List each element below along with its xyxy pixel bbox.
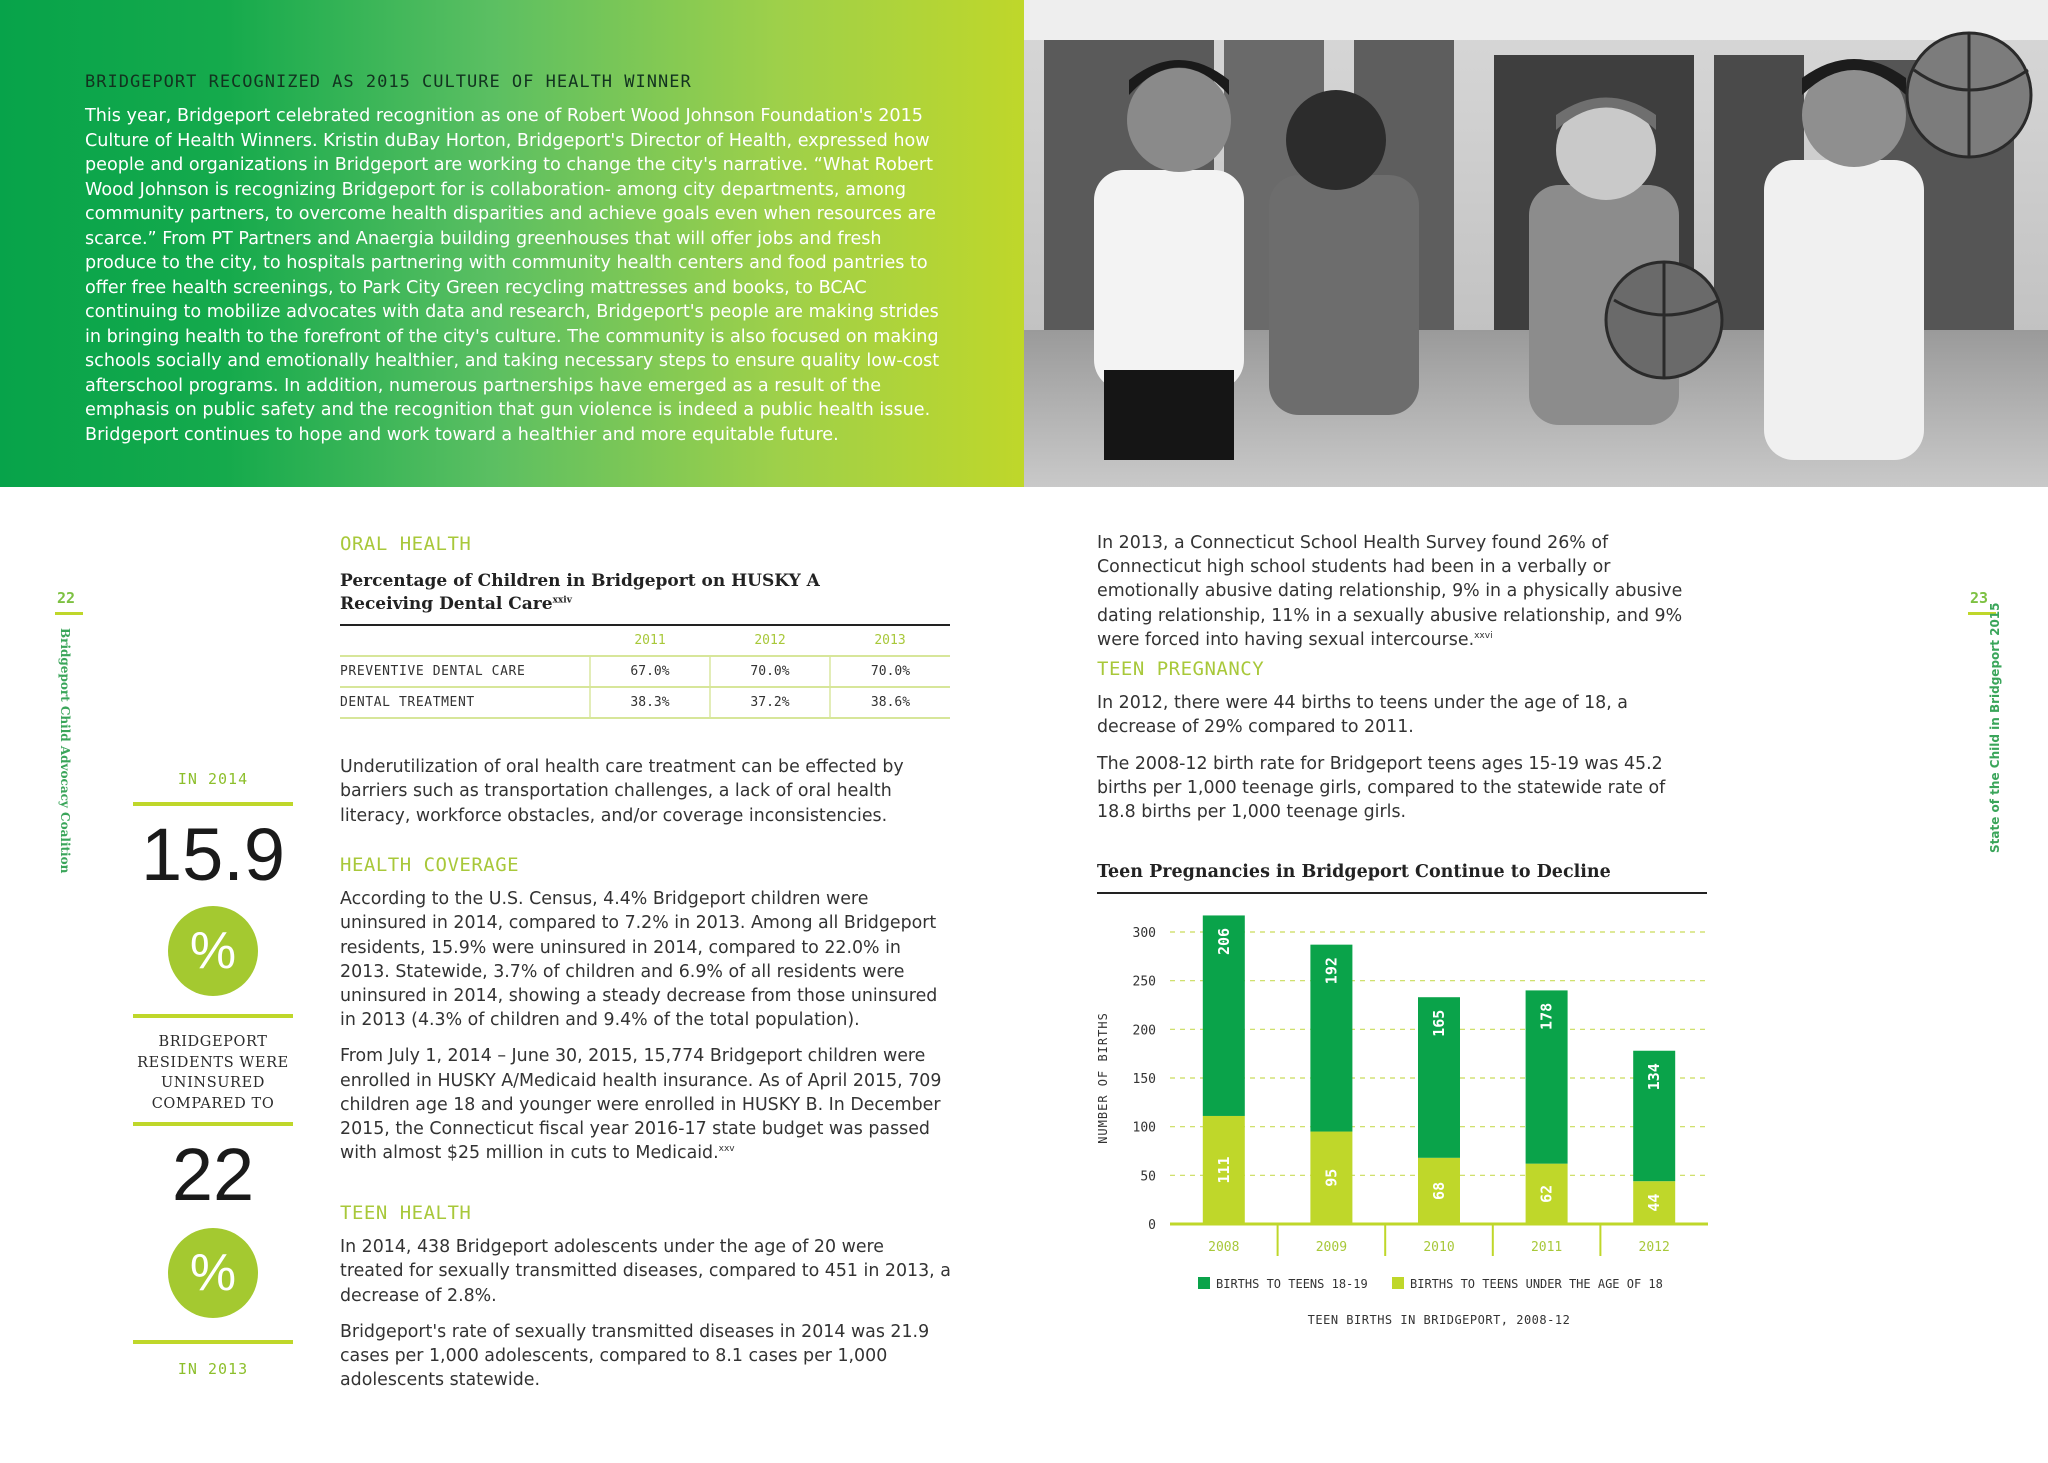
x-tick-label: 2010 — [1423, 1240, 1455, 1255]
photo-illustration — [1024, 0, 2048, 487]
footnote-ref: xxiv — [552, 595, 572, 606]
y-tick-label: 100 — [1132, 1120, 1156, 1136]
x-tick-label: 2012 — [1638, 1240, 1670, 1255]
oral-health-section — [340, 532, 952, 828]
dating-abuse-paragraph — [1097, 531, 1709, 652]
dental-table-title-text: Percentage of Children in Bridgeport on HUSKY A Receiving Dental Care — [340, 571, 820, 615]
health-coverage-paragraph-1: According to the U.S. Census, 4.4% Bridgeport children were uninsured in 2014, compared to 7.2% in 2013. Among all Bridgeport residents, 15.9% were uninsured in 2014, compared to 22.0% in 2013. Statewide, 3.7% of children and 6.9% of all residents were uninsured in 2014, showing a steady decrease from those uninsured in 2013 (4.3% of children and 9.4% of the total population). — [340, 889, 938, 1031]
table-cell: 37.2% — [710, 687, 830, 718]
table-header-cell: 2011 — [590, 626, 710, 656]
dating-abuse-section — [1097, 531, 1709, 652]
data-label-18-19: 206 — [1214, 927, 1233, 956]
kids-basketball-photo — [1024, 0, 2048, 487]
hero-body: This year, Bridgeport celebrated recognition as one of Robert Wood Johnson Foundation's 2015 Culture of Health Winners. Kristin duBay Horton, Bridgeport's Director of Health, expressed how people and organizations in Bridgeport are working to change the city's narrative. “What Robert Wood Johnson is recognizing Bridgeport for is collaboration- among city departments, among community partners, to overcome health disparities and achieve goals even when resources are scarce.” From PT Partners and Anaergia building greenhouses that will offer jobs and fresh produce to the city, to hospitals partnering with community health centers and food pantries to offer free health screenings, to Park City Green recycling mattresses and books, to BCAC continuing to mobilize advocates with data and research, Bridgeport's people are making strides in bringing health to the forefront of the city's culture. The community is also focused on making schools socially and emotionally healthier, and taking necessary steps to ensure quality low-cost afterschool programs. In addition, numerous partnerships have emerged as a result of the emphasis on public safety and the recognition that gun violence is indeed a public health issue. Bridgeport continues to hope and work toward a healthier and more equitable future. — [85, 106, 940, 445]
data-label-under-18: 68 — [1430, 1181, 1448, 1200]
x-tick-label: 2008 — [1208, 1240, 1240, 1255]
y-axis-label: NUMBER OF BIRTHS — [1096, 1012, 1110, 1144]
legend-swatch-under-18 — [1392, 1277, 1404, 1289]
side-label-left: Bridgeport Child Advocacy Coalition — [58, 628, 72, 874]
health-coverage-heading: HEALTH COVERAGE — [340, 854, 520, 876]
dating-abuse-paragraph-text: In 2013, a Connecticut School Health Survey found 26% of Connecticut high school students had been in a verbally or emotionally abusive dating relationship, 9% in a physically abusive dating relationship, 11% in a sexually abusive relationship, and 9% were forced into having sexual intercourse. — [1097, 533, 1683, 650]
data-label-18-19: 178 — [1537, 1002, 1556, 1030]
dental-table-title — [340, 570, 840, 616]
stat-number-2013: 22 — [171, 1133, 255, 1216]
teen-pregnancy-section — [1097, 657, 1709, 824]
legend-swatch-18-19 — [1198, 1277, 1210, 1289]
y-tick-label: 200 — [1132, 1023, 1156, 1039]
hero-panel — [0, 0, 1024, 487]
table-cell: 38.6% — [830, 687, 950, 718]
table-cell: 70.0% — [830, 656, 950, 687]
y-tick-label: 50 — [1140, 1169, 1156, 1185]
data-label-under-18: 44 — [1645, 1193, 1664, 1212]
hero-title: BRIDGEPORT RECOGNIZED AS 2015 CULTURE OF HEALTH WINNER — [85, 72, 692, 92]
table-cell: 38.3% — [590, 687, 710, 718]
teen-births-chart — [1090, 900, 1720, 1340]
page-number-right: 23 — [1970, 589, 1989, 607]
teen-pregnancy-chart-header — [1097, 862, 1707, 894]
stat-rule — [133, 1340, 293, 1344]
data-label-18-19: 165 — [1430, 1009, 1448, 1037]
row-label: PREVENTIVE DENTAL CARE — [340, 656, 590, 687]
table-row — [340, 687, 950, 718]
teen-health-paragraph-2: Bridgeport's rate of sexually transmitted diseases in 2014 was 21.9 cases per 1,000 adolescents, compared to 8.1 cases per 1,000 adolescents statewide. — [340, 1321, 930, 1391]
y-tick-label: 0 — [1148, 1218, 1156, 1233]
chart-title: Teen Pregnancies in Bridgeport Continue to Decline — [1097, 862, 1611, 882]
side-label-right: State of the Child in Bridgeport 2015 — [1988, 602, 2002, 853]
table-header-cell: 2013 — [830, 626, 950, 656]
page-number-rule-left — [55, 612, 83, 615]
y-tick-label: 250 — [1132, 974, 1156, 990]
y-tick-label: 150 — [1132, 1072, 1156, 1087]
oral-health-paragraph: Underutilization of oral health care treatment can be effected by barriers such as transportation challenges, a lack of oral health literacy, workforce obstacles, and/or coverage inconsistencies. — [340, 757, 904, 826]
table-header-blank — [340, 626, 590, 656]
table-cell: 67.0% — [590, 656, 710, 687]
stat-caption-bottom: IN 2013 — [177, 1360, 249, 1378]
teen-pregnancy-paragraph-1: In 2012, there were 44 births to teens under the age of 18, a decrease of 29% compared to 2011. — [1097, 693, 1628, 738]
y-tick-label: 300 — [1132, 926, 1156, 941]
percent-circle-icon: % — [168, 906, 258, 996]
stat-description: BRIDGEPORT RESIDENTS WERE UNINSURED COMPARED TO — [137, 1034, 289, 1112]
percent-circle-icon: % — [168, 1228, 258, 1318]
teen-health-paragraph-1: In 2014, 438 Bridgeport adolescents under the age of 20 were treated for sexually transmitted diseases, compared to 451 in 2013, a decrease of 2.8%. — [340, 1237, 951, 1306]
uninsured-stat-column — [133, 770, 293, 1378]
health-coverage-section — [340, 853, 952, 1165]
stat-caption-top: IN 2014 — [177, 770, 249, 788]
stat-rule — [133, 802, 293, 806]
data-label-under-18: 95 — [1322, 1168, 1341, 1187]
x-tick-label: 2011 — [1530, 1240, 1563, 1255]
oral-health-heading: ORAL HEALTH — [340, 533, 472, 555]
stat-rule — [133, 1122, 293, 1126]
teen-pregnancy-heading: TEEN PREGNANCY — [1097, 658, 1265, 680]
page-number-left: 22 — [57, 589, 76, 607]
x-tick-label: 2009 — [1315, 1240, 1348, 1255]
health-coverage-paragraph-2-text: From July 1, 2014 – June 30, 2015, 15,774 Bridgeport children were enrolled in HUSKY A/Medicaid health insurance. As of April 2015, 709 children age 18 and younger were enrolled in HUSKY B. In December 2015, the Connecticut fiscal year 2016-17 state budget was passed with almost $25 million in cuts to Medicaid. — [340, 1046, 942, 1164]
data-label-under-18: 62 — [1537, 1184, 1556, 1203]
footnote-ref: xxvi — [1474, 631, 1493, 642]
teen-health-heading: TEEN HEALTH — [340, 1202, 472, 1224]
stat-rule — [133, 1014, 293, 1018]
data-label-18-19: 134 — [1645, 1063, 1664, 1091]
table-header-row — [340, 626, 950, 656]
stat-number-2014: 15.9 — [140, 813, 286, 896]
chart-subtitle: TEEN BIRTHS IN BRIDGEPORT, 2008-12 — [1307, 1313, 1571, 1327]
footnote-ref: xxv — [718, 1144, 735, 1155]
teen-health-section — [340, 1201, 952, 1392]
data-label-18-19: 192 — [1322, 957, 1341, 985]
data-label-under-18: 111 — [1214, 1156, 1233, 1184]
teen-pregnancy-paragraph-2: The 2008-12 birth rate for Bridgeport teens ages 15-19 was 45.2 births per 1,000 teenage girls, compared to the statewide rate of 18.8 births per 1,000 teenage girls. — [1097, 753, 1666, 823]
table-row — [340, 656, 950, 687]
legend-label-18-19: BIRTHS TO TEENS 18-19 — [1216, 1277, 1368, 1291]
table-header-cell: 2012 — [710, 626, 830, 656]
dental-care-table — [340, 626, 950, 719]
row-label: DENTAL TREATMENT — [340, 687, 590, 718]
table-cell: 70.0% — [710, 656, 830, 687]
legend-label-under-18: BIRTHS TO TEENS UNDER THE AGE OF 18 — [1410, 1277, 1663, 1291]
health-coverage-paragraph-2 — [340, 1044, 952, 1165]
chart-title-rule — [1097, 892, 1707, 894]
